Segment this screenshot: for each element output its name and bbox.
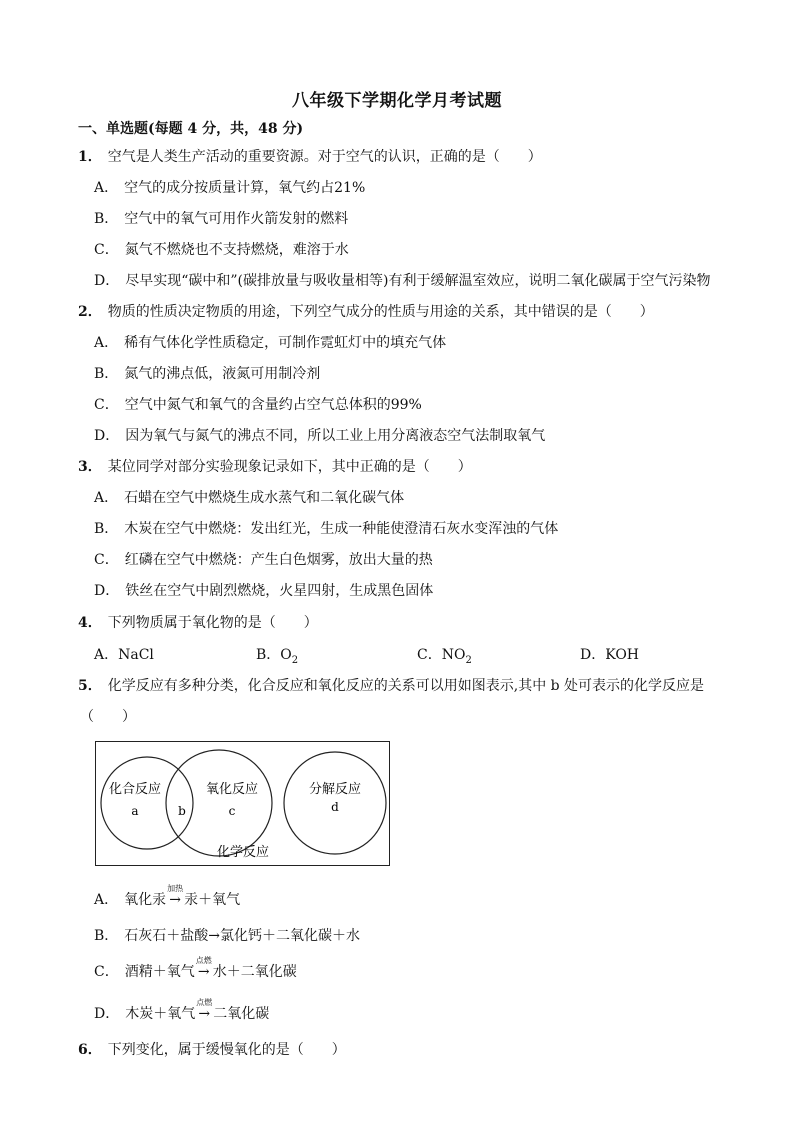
reaction-arrow: 点燃 → (196, 998, 213, 1022)
q1-option-a[interactable]: A． 空气的成分按质量计算，氧气约占21% (94, 180, 366, 196)
combination-reaction-circle (101, 757, 193, 849)
question-text: 下列变化，属于缓慢氧化的是（ ） (107, 1042, 346, 1058)
question-number: 6． (78, 1042, 102, 1058)
q5-answer-paren: （ ） (80, 709, 136, 725)
question-number: 1． (78, 149, 102, 165)
q4-option-b[interactable]: B．$O_2$ (256, 647, 299, 666)
circle1-letter: a (131, 804, 139, 818)
q4-option-d[interactable]: D．KOH (580, 647, 640, 663)
section-heading: 一、单选题(每题 4 分，共，48 分) (78, 121, 304, 137)
q1-option-c[interactable]: C． 氮气不燃烧也不支持燃烧，难溶于水 (94, 242, 349, 258)
question-number: 2． (78, 304, 102, 320)
question-number: 3． (78, 459, 102, 475)
q4-option-a[interactable]: A．NaCl (94, 647, 154, 663)
q3-option-b[interactable]: B． 木炭在空气中燃烧：发出红光，生成一种能使澄清石灰水变浑浊的气体 (94, 521, 559, 537)
reaction-venn-diagram (95, 741, 391, 867)
overlap-letter: b (178, 804, 186, 818)
q2-option-a[interactable]: A． 稀有气体化学性质稳定，可制作霓虹灯中的填充气体 (94, 335, 447, 351)
q2-option-b[interactable]: B． 氮气的沸点低，液氮可用制冷剂 (94, 366, 321, 382)
q3-option-a[interactable]: A． 石蜡在空气中燃烧生成水蒸气和二氧化碳气体 (94, 490, 405, 506)
q1-option-d[interactable]: D． 尽早实现“碳中和”(碳排放量与吸收量相等)有利于缓解温室效应，说明二氧化碳属于空气污染物 (94, 273, 711, 289)
question-2 (78, 301, 654, 321)
question-text: 空气是人类生产活动的重要资源。对于空气的认识，正确的是（ ） (107, 149, 542, 165)
oxidation-reaction-circle (166, 750, 272, 856)
question-text: 物质的性质决定物质的用途，下列空气成分的性质与用途的关系，其中错误的是（ ） (107, 304, 654, 320)
question-1 (78, 146, 542, 166)
exam-title: 八年级下学期化学月考试题 (292, 91, 502, 111)
question-number: 4． (78, 615, 102, 631)
question-number: 5． (78, 678, 102, 694)
question-4 (78, 612, 318, 632)
q4-option-c[interactable]: C．$NO_2$ (417, 647, 472, 666)
question-5 (78, 675, 704, 695)
circle1-label: 化合反应 (108, 782, 162, 797)
q5-option-a[interactable]: A． 氧化汞 加热 → 汞＋氧气 (94, 884, 241, 908)
q5-option-d[interactable]: D． 木炭＋氧气 点燃 → 二氧化碳 (94, 998, 270, 1022)
circle2-letter: c (228, 804, 236, 818)
circle2-label: 氧化反应 (205, 782, 259, 797)
question-text: 下列物质属于氧化物的是（ ） (107, 615, 318, 631)
q2-option-c[interactable]: C． 空气中氮气和氧气的含量约占空气总体积的99% (94, 397, 422, 413)
question-3 (78, 456, 472, 476)
q2-option-d[interactable]: D． 因为氧气与氮气的沸点不同，所以工业上用分离液态空气法制取氧气 (94, 428, 546, 444)
question-6 (78, 1039, 346, 1059)
q5-option-c[interactable]: C． 酒精＋氧气 点燃 → 水＋二氧化碳 (94, 956, 297, 980)
q1-option-b[interactable]: B． 空气中的氧气可用作火箭发射的燃料 (94, 211, 349, 227)
q3-option-c[interactable]: C． 红磷在空气中燃烧：产生白色烟雾，放出大量的热 (94, 552, 433, 568)
question-text: 某位同学对部分实验现象记录如下，其中正确的是（ ） (107, 459, 472, 475)
circle3-label: 分解反应 (308, 782, 362, 797)
question-text: 化学反应有多种分类，化合反应和氧化反应的关系可以用如图表示,其中 b 处可表示的化学反应是 (107, 678, 705, 694)
q5-option-b[interactable]: B． 石灰石＋盐酸→氯化钙＋二氧化碳＋水 (94, 928, 361, 944)
q3-option-d[interactable]: D． 铁丝在空气中剧烈燃烧，火星四射，生成黑色固体 (94, 583, 434, 599)
box-label: 化学反应 (216, 845, 270, 860)
reaction-arrow: 点燃 → (195, 956, 212, 980)
q4-options-row (94, 644, 694, 664)
circle3-letter: d (331, 800, 339, 814)
reaction-arrow: 加热 → (167, 884, 184, 908)
